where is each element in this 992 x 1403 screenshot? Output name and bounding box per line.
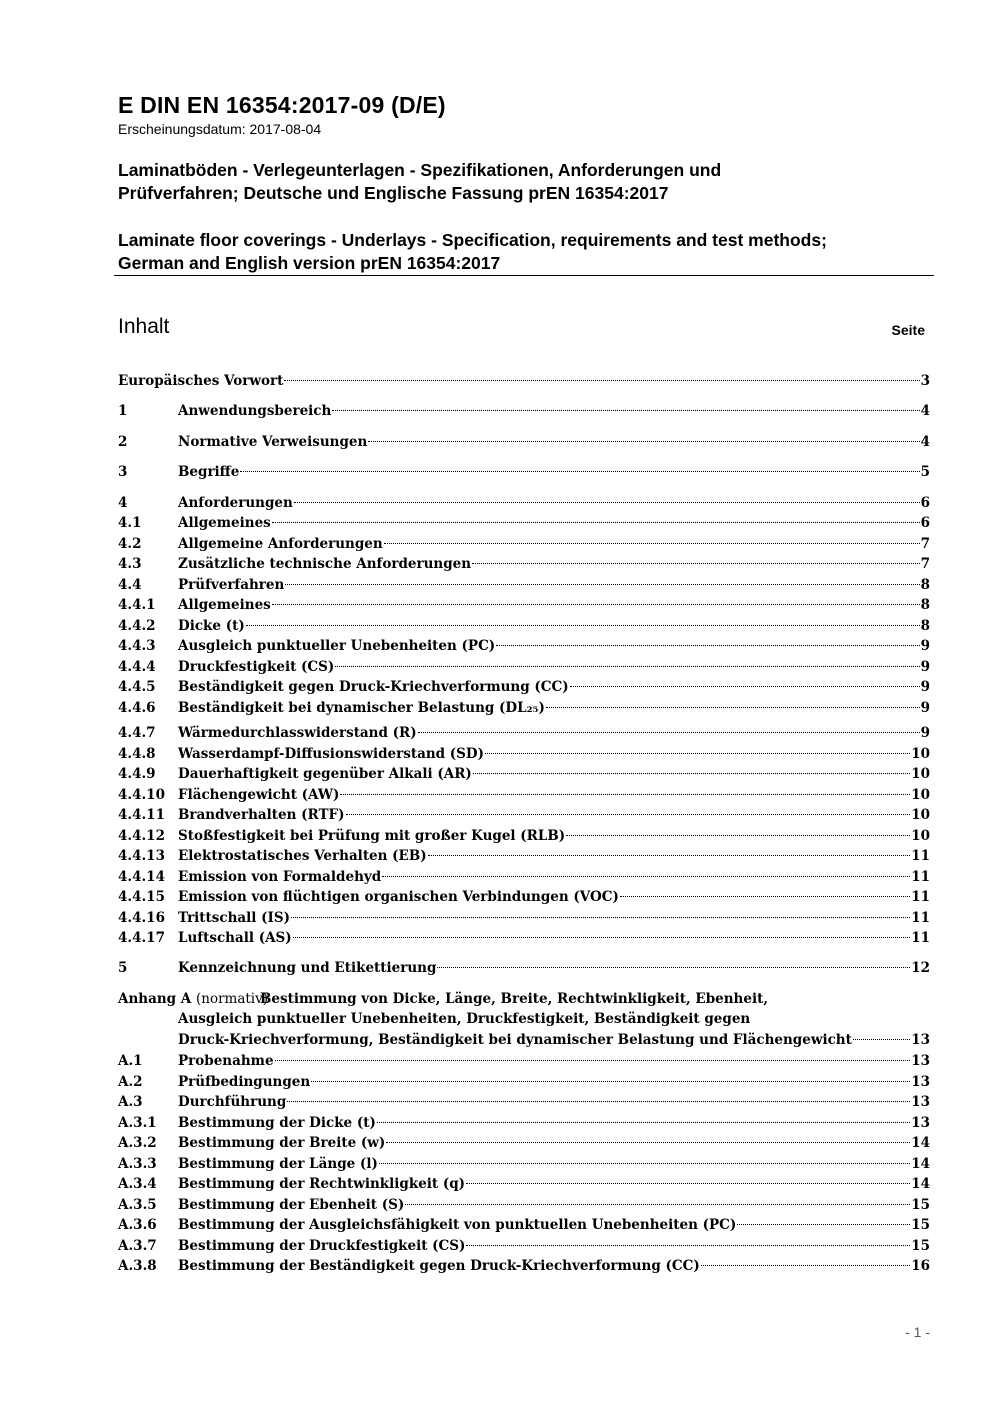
toc-entry-number: 4.4.5 — [118, 679, 156, 695]
leader-dots — [386, 1141, 910, 1143]
toc-entry[interactable] — [118, 636, 930, 656]
toc-entry-page: 6 — [920, 515, 930, 531]
leader-dots — [405, 1203, 910, 1205]
toc-entry-number: 4.4.14 — [118, 869, 165, 885]
toc-entry-page: 10 — [911, 746, 930, 762]
toc-entry[interactable] — [118, 1092, 930, 1112]
toc-entry-title: Probenahme — [178, 1053, 274, 1069]
toc-entry-number: 4.4.9 — [118, 766, 156, 782]
toc-entry[interactable] — [118, 616, 930, 636]
leader-dots — [472, 562, 920, 564]
toc-entry[interactable] — [118, 826, 930, 846]
title-english-line-2: German and English version prEN 16354:2017 — [118, 253, 501, 273]
toc-entry-number: 4.4.1 — [118, 597, 156, 613]
toc-entry-number: 4.2 — [118, 536, 142, 552]
toc-entry[interactable] — [118, 764, 930, 784]
toc-entry-number: A.3.4 — [118, 1176, 157, 1192]
toc-entry-title: Allgemeines — [178, 597, 271, 613]
toc-entry-title: Emission von flüchtigen organischen Verbindungen (VOC) — [178, 889, 619, 905]
toc-entry-title: Druckfestigkeit (CS) — [178, 659, 335, 675]
title-german-line-2: Prüfverfahren; Deutsche und Englische Fassung prEN 16354:2017 — [118, 183, 669, 203]
toc-entry-title: Zusätzliche technische Anforderungen — [178, 556, 472, 572]
toc-entry-number: 4.4.11 — [118, 807, 165, 823]
leader-dots — [246, 624, 920, 626]
leader-dots — [566, 834, 910, 836]
toc-entry-page: 13 — [911, 1053, 930, 1069]
toc-entry-title: Wasserdampf-Diffusionswiderstand (SD) — [178, 746, 485, 762]
toc-entry[interactable] — [118, 1236, 930, 1256]
toc-entry-title: Bestimmung der Dicke (t) — [178, 1115, 376, 1131]
leader-dots — [285, 583, 919, 585]
toc-entry-number: 1 — [118, 403, 128, 419]
toc-entry-page: 14 — [911, 1156, 930, 1172]
toc-entry[interactable] — [118, 1113, 930, 1133]
toc-entry-number: A.3.8 — [118, 1258, 157, 1274]
toc-entry[interactable] — [118, 723, 930, 743]
toc-entry-number: 4.4.6 — [118, 700, 156, 716]
leader-dots — [335, 665, 919, 667]
toc-entry-number: 4.4.3 — [118, 638, 156, 654]
toc-entry[interactable] — [118, 744, 930, 764]
leader-dots — [496, 644, 919, 646]
leader-dots — [293, 936, 911, 938]
leader-dots — [853, 1038, 910, 1040]
toc-entry-title: Bestimmung der Ebenheit (S) — [178, 1197, 405, 1213]
toc-entry-number: 4.4 — [118, 577, 142, 593]
toc-entry-title: Elektrostatisches Verhalten (EB) — [178, 848, 427, 864]
page-number: - 1 - — [905, 1324, 930, 1340]
annex-qualifier: (normativ) — [195, 991, 269, 1007]
toc-entry-title: Beständigkeit gegen Druck-Kriechverformung (CC) — [178, 679, 569, 695]
toc-entry-number: 4.4.17 — [118, 930, 165, 946]
toc-entry-number: A.2 — [118, 1074, 143, 1090]
toc-entry-page: 6 — [920, 495, 930, 511]
toc-entry-number: 4 — [118, 495, 128, 511]
toc-entry-page: 10 — [911, 828, 930, 844]
toc-entry[interactable] — [118, 1256, 930, 1276]
toc-entry-title: Dicke (t) — [178, 618, 245, 634]
toc-entry-page: 5 — [920, 464, 930, 480]
toc-entry-page: 10 — [911, 787, 930, 803]
toc-entry[interactable] — [118, 1051, 930, 1071]
leader-dots — [272, 603, 920, 605]
leader-dots — [485, 752, 910, 754]
toc-entry-page: 11 — [911, 848, 930, 864]
toc-entry[interactable] — [118, 677, 930, 697]
toc-entry-title: Stoßfestigkeit bei Prüfung mit großer Kugel (RLB) — [178, 828, 566, 844]
toc-entry-title: Brandverhalten (RTF) — [178, 807, 345, 823]
toc-entry-page: 4 — [920, 434, 930, 450]
toc-entry-page: 11 — [911, 869, 930, 885]
leader-dots — [332, 409, 919, 411]
annex-page: 13 — [911, 1032, 930, 1048]
toc-entry[interactable] — [118, 462, 930, 482]
toc-entry-number: A.3 — [118, 1094, 143, 1110]
toc-entry-title: Anwendungsbereich — [178, 403, 332, 419]
toc-entry-page: 9 — [920, 700, 930, 716]
toc-heading: Inhalt — [118, 315, 170, 338]
toc-entry-number: 2 — [118, 434, 128, 450]
title-divider — [114, 275, 934, 276]
toc-entry[interactable] — [118, 867, 930, 887]
toc-entry[interactable] — [118, 1154, 930, 1174]
toc-entry-title: Bestimmung der Rechtwinkligkeit (q) — [178, 1176, 466, 1192]
title-english-line-1: Laminate floor coverings - Underlays - Specification, requirements and test methods; — [118, 230, 827, 250]
toc-entry-number: 4.4.2 — [118, 618, 156, 634]
toc-entry[interactable] — [118, 534, 930, 554]
toc-entry-title: Flächengewicht (AW) — [178, 787, 340, 803]
toc-entry-number: 4.4.16 — [118, 910, 165, 926]
toc-entry-page: 4 — [920, 403, 930, 419]
toc-entry-page: 16 — [911, 1258, 930, 1274]
toc-entry-page: 11 — [911, 930, 930, 946]
toc-entry[interactable] — [118, 657, 930, 677]
toc-entry[interactable] — [118, 554, 930, 574]
toc-entry-number: A.3.7 — [118, 1238, 157, 1254]
leader-dots — [570, 685, 920, 687]
toc-entry-title: Prüfbedingungen — [178, 1074, 311, 1090]
toc-entry-title: Beständigkeit bei dynamischer Belastung (DL₂₅) — [178, 700, 545, 716]
toc-annex-entry-cont — [118, 1009, 930, 1029]
toc-entry-page: 10 — [911, 766, 930, 782]
toc-entry-number: A.3.1 — [118, 1115, 157, 1131]
title-german — [118, 159, 958, 205]
leader-dots — [346, 813, 911, 815]
toc-entry-number: 4.4.4 — [118, 659, 156, 675]
leader-dots — [311, 1080, 910, 1082]
leader-dots — [620, 895, 910, 897]
toc-entry[interactable] — [118, 1133, 930, 1153]
toc-entry-title: Bestimmung der Beständigkeit gegen Druck-Kriechverformung (CC) — [178, 1258, 700, 1274]
leader-dots — [340, 793, 910, 795]
toc-entry-page: 7 — [920, 556, 930, 572]
toc-entry[interactable] — [118, 1215, 930, 1235]
toc-entry-number: A.3.6 — [118, 1217, 157, 1233]
toc-entry-title: Ausgleich punktueller Unebenheiten (PC) — [178, 638, 496, 654]
toc-entry-page: 15 — [911, 1238, 930, 1254]
toc-entry-title: Dauerhaftigkeit gegenüber Alkali (AR) — [178, 766, 472, 782]
toc-entry[interactable] — [118, 401, 930, 421]
toc-entry-number: 4.4.7 — [118, 725, 156, 741]
leader-dots — [466, 1182, 910, 1184]
toc-entry[interactable] — [118, 908, 930, 928]
toc-entry[interactable] — [118, 575, 930, 595]
toc-entry-title: Bestimmung der Druckfestigkeit (CS) — [178, 1238, 466, 1254]
leader-dots — [418, 731, 920, 733]
toc-entry[interactable] — [118, 846, 930, 866]
toc-entry-number: 4.4.13 — [118, 848, 165, 864]
toc-entry[interactable] — [118, 958, 930, 978]
leader-dots — [240, 470, 919, 472]
leader-dots — [546, 706, 920, 708]
leader-dots — [287, 1100, 910, 1102]
toc-entry-page: 7 — [920, 536, 930, 552]
toc-entry[interactable] — [118, 513, 930, 533]
toc-entry[interactable] — [118, 493, 930, 513]
title-german-line-1: Laminatböden - Verlegeunterlagen - Spezifikationen, Anforderungen und — [118, 160, 722, 180]
toc-entry-page: 9 — [920, 659, 930, 675]
leader-dots — [284, 379, 919, 381]
toc-entry-number: 4.4.10 — [118, 787, 165, 803]
toc-entry[interactable] — [118, 371, 930, 391]
toc-entry-page: 14 — [911, 1135, 930, 1151]
publication-date: Erscheinungsdatum: 2017-08-04 — [118, 121, 322, 137]
toc-entry-title: Bestimmung der Länge (l) — [178, 1156, 378, 1172]
toc-entry[interactable] — [118, 595, 930, 615]
toc-entry-page: 13 — [911, 1115, 930, 1131]
toc-entry-page: 13 — [911, 1094, 930, 1110]
toc-entry[interactable] — [118, 805, 930, 825]
toc-entry-number: 4.4.15 — [118, 889, 165, 905]
toc-entry-title: Anforderungen — [178, 495, 293, 511]
toc-entry-number: 5 — [118, 960, 128, 976]
leader-dots — [291, 916, 910, 918]
toc-entry-page: 8 — [920, 597, 930, 613]
leader-dots — [437, 966, 910, 968]
leader-dots — [737, 1223, 910, 1225]
toc-entry-page: 11 — [911, 889, 930, 905]
toc-entry-title: Wärmedurchlasswiderstand (R) — [178, 725, 417, 741]
annex-label: Anhang A — [118, 991, 192, 1007]
toc-entry-page: 14 — [911, 1176, 930, 1192]
toc-entry[interactable] — [118, 432, 930, 452]
toc-entry-title: Emission von Formaldehyd — [178, 869, 382, 885]
toc-entry-page: 15 — [911, 1217, 930, 1233]
toc-entry-page: 11 — [911, 910, 930, 926]
leader-dots — [379, 1162, 910, 1164]
toc-entry-title: Europäisches Vorwort — [118, 373, 284, 389]
toc-entry-page: 9 — [920, 679, 930, 695]
toc-entry-title: Trittschall (IS) — [178, 910, 290, 926]
toc-entry-title: Kennzeichnung und Etikettierung — [178, 960, 437, 976]
title-english — [118, 229, 958, 275]
toc-entry[interactable] — [118, 1072, 930, 1092]
leader-dots — [382, 875, 910, 877]
annex-title-line-1: Bestimmung von Dicke, Länge, Breite, Rechtwinkligkeit, Ebenheit, — [260, 991, 769, 1007]
leader-dots — [466, 1244, 910, 1246]
leader-dots — [272, 521, 920, 523]
toc-entry-number: 4.4.12 — [118, 828, 165, 844]
toc-entry-title: Bestimmung der Ausgleichsfähigkeit von punktuellen Unebenheiten (PC) — [178, 1217, 737, 1233]
toc-entry-title: Normative Verweisungen — [178, 434, 368, 450]
toc-entry-page: 8 — [920, 618, 930, 634]
leader-dots — [701, 1264, 910, 1266]
toc-entry-number: 4.3 — [118, 556, 142, 572]
annex-title-line-3: Druck-Kriechverformung, Beständigkeit bei dynamischer Belastung und Flächengewicht — [178, 1032, 852, 1048]
leader-dots — [384, 542, 920, 544]
toc-entry-number: A.3.2 — [118, 1135, 157, 1151]
toc-entry-title: Durchführung — [178, 1094, 287, 1110]
leader-dots — [377, 1121, 910, 1123]
leader-dots — [294, 501, 920, 503]
toc-annex-entry[interactable] — [118, 989, 930, 1009]
annex-title-line-2: Ausgleich punktueller Unebenheiten, Druckfestigkeit, Beständigkeit gegen — [178, 1011, 751, 1027]
toc-page-column-label: Seite — [891, 322, 925, 338]
toc-entry-page: 9 — [920, 725, 930, 741]
toc-entry-title: Luftschall (AS) — [178, 930, 292, 946]
leader-dots — [428, 854, 911, 856]
toc-entry[interactable] — [118, 887, 930, 907]
toc-entry-number: A.1 — [118, 1053, 143, 1069]
toc-entry-number: 4.4.8 — [118, 746, 156, 762]
toc-entry-page: 12 — [911, 960, 930, 976]
toc-entry-number: 3 — [118, 464, 128, 480]
toc-entry-title: Allgemeine Anforderungen — [178, 536, 383, 552]
leader-dots — [275, 1059, 911, 1061]
toc-entry[interactable] — [118, 928, 930, 948]
toc-entry-page: 10 — [911, 807, 930, 823]
toc-entry-title: Begriffe — [178, 464, 240, 480]
toc-entry-page: 3 — [920, 373, 930, 389]
toc-entry-page: 15 — [911, 1197, 930, 1213]
toc-annex-entry-cont — [118, 1030, 930, 1050]
toc-entry-title: Allgemeines — [178, 515, 271, 531]
toc-entry-title: Prüfverfahren — [178, 577, 285, 593]
toc-entry-title: Bestimmung der Breite (w) — [178, 1135, 386, 1151]
toc-entry-page: 9 — [920, 638, 930, 654]
toc-entry-page: 13 — [911, 1074, 930, 1090]
toc-entry-number: A.3.3 — [118, 1156, 157, 1172]
toc-entry[interactable] — [118, 1174, 930, 1194]
toc-entry[interactable] — [118, 698, 930, 718]
leader-dots — [473, 772, 910, 774]
document-id: E DIN EN 16354:2017-09 (D/E) — [118, 92, 446, 118]
toc-entry-number: 4.1 — [118, 515, 142, 531]
leader-dots — [368, 440, 919, 442]
toc-entry-number: A.3.5 — [118, 1197, 157, 1213]
toc-entry[interactable] — [118, 1195, 930, 1215]
toc-entry-page: 8 — [920, 577, 930, 593]
toc-entry[interactable] — [118, 785, 930, 805]
